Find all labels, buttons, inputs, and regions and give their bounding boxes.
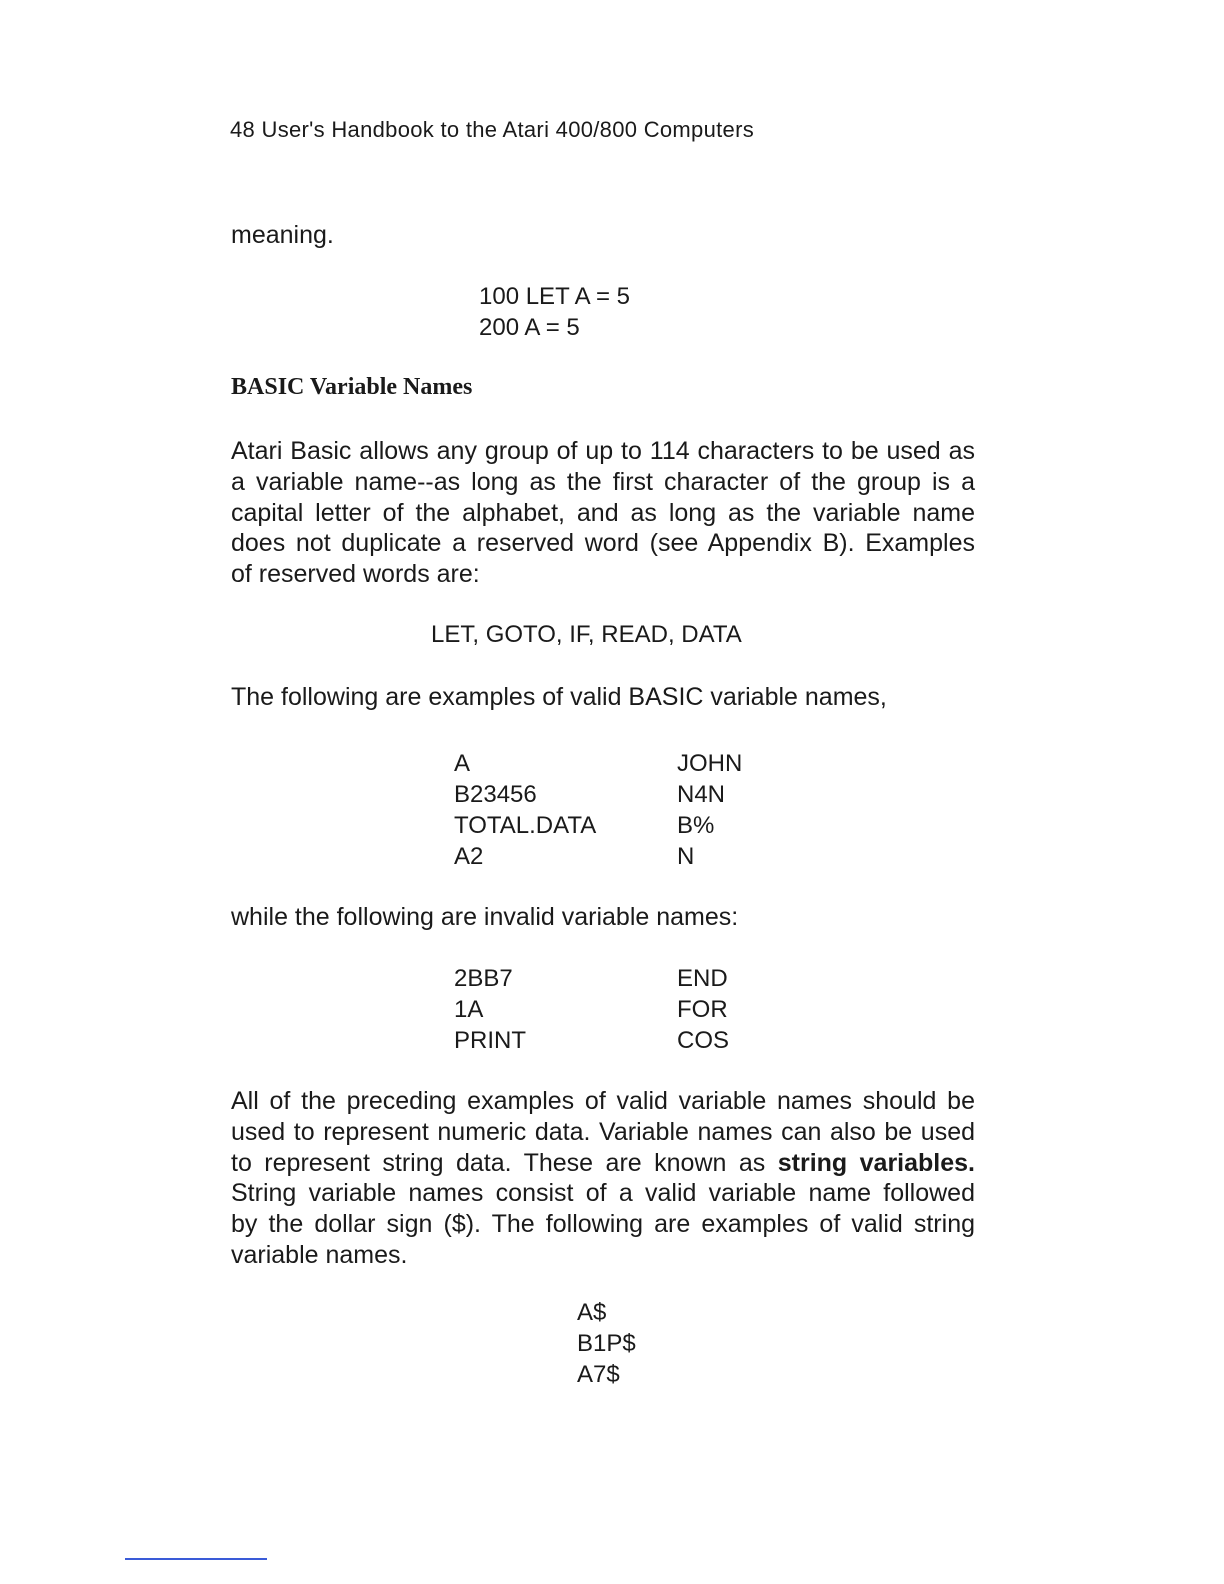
variable-name: PRINT bbox=[454, 1027, 526, 1054]
string-names-column bbox=[577, 1297, 636, 1390]
variable-name: N4N bbox=[677, 781, 726, 808]
variable-name: A2 bbox=[454, 843, 484, 870]
paragraph-line-with-term bbox=[231, 1148, 975, 1179]
running-title: User's Handbook to the Atari 400/800 Computers bbox=[261, 117, 754, 142]
variable-name: B1P$ bbox=[577, 1330, 636, 1357]
paragraph-text: to represent string data. These are known as bbox=[231, 1148, 778, 1177]
valid-names-left-column bbox=[454, 748, 596, 872]
intro-line: meaning. bbox=[231, 221, 334, 249]
paragraph-invalid-intro bbox=[231, 902, 975, 933]
section-heading: BASIC Variable Names bbox=[231, 374, 473, 400]
variable-name: JOHN bbox=[677, 750, 743, 777]
variable-name: END bbox=[677, 965, 728, 992]
paragraph-line: does not duplicate a reserved word (see Appendix B). Examples bbox=[231, 529, 975, 558]
paragraph-line: of reserved words are: bbox=[231, 560, 480, 589]
variable-name: N bbox=[677, 843, 695, 870]
paragraph-valid-intro bbox=[231, 682, 975, 713]
reserved-words-example bbox=[431, 620, 742, 651]
page-header bbox=[230, 117, 754, 143]
variable-name: FOR bbox=[677, 996, 728, 1023]
invalid-names-left-column bbox=[454, 963, 526, 1056]
paragraph-line: All of the preceding examples of valid variable names should be bbox=[231, 1087, 975, 1115]
code-line: 200 A = 5 bbox=[479, 313, 580, 341]
paragraph-line: by the dollar sign ($). The following are examples of valid string bbox=[231, 1210, 975, 1239]
paragraph-line: The following are examples of valid BASIC variable names, bbox=[231, 683, 887, 711]
paragraph-line: a variable name--as long as the first character of the group is a bbox=[231, 467, 975, 496]
let-example bbox=[479, 282, 630, 344]
variable-name: A bbox=[454, 750, 471, 777]
variable-name: B23456 bbox=[454, 781, 537, 808]
term-string-variables: string variables. bbox=[777, 1148, 975, 1177]
invalid-names-right-column bbox=[677, 963, 729, 1056]
paragraph-reserved-words bbox=[231, 436, 975, 590]
variable-name: 2BB7 bbox=[454, 965, 513, 992]
paragraph-line: while the following are invalid variable names: bbox=[231, 903, 739, 931]
paragraph-string-variables bbox=[231, 1086, 975, 1271]
code-line: 100 LET A = 5 bbox=[479, 283, 631, 310]
variable-name: A$ bbox=[577, 1299, 607, 1326]
footer-rule bbox=[125, 1558, 267, 1560]
code-line: LET, GOTO, IF, READ, DATA bbox=[431, 621, 742, 648]
variable-name: A7$ bbox=[577, 1361, 620, 1388]
paragraph-line: used to represent numeric data. Variable names can also be used bbox=[231, 1117, 975, 1146]
variable-name: 1A bbox=[454, 996, 484, 1023]
page-number: 48 bbox=[230, 117, 256, 142]
paragraph-line: Atari Basic allows any group of up to 114 characters to be used as bbox=[231, 437, 975, 465]
valid-names-right-column bbox=[677, 748, 742, 872]
paragraph-line: capital letter of the alphabet, and as long as the variable name bbox=[231, 498, 975, 527]
intro-text bbox=[231, 220, 975, 251]
variable-name: B% bbox=[677, 812, 715, 839]
paragraph-line: variable names. bbox=[231, 1240, 408, 1269]
paragraph-line: String variable names consist of a valid variable name followed bbox=[231, 1179, 975, 1208]
variable-name: COS bbox=[677, 1027, 730, 1054]
variable-name: TOTAL.DATA bbox=[454, 812, 597, 839]
